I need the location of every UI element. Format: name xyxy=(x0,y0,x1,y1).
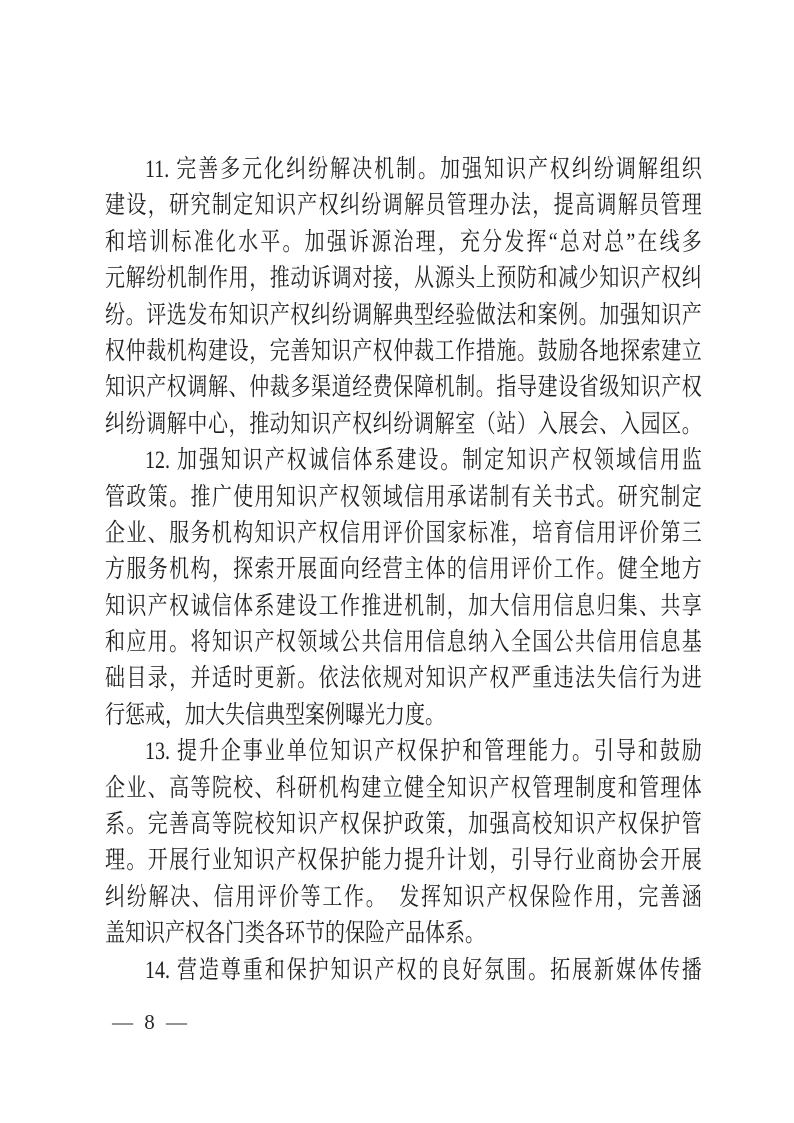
page-footer xyxy=(112,1008,190,1036)
text-line: 系。完善高等院校知识产权保护政策，加强高校知识产权保护管 xyxy=(105,811,702,839)
text-line: 11. 完善多元化纠纷解决机制。加强知识产权纠纷调解组织 xyxy=(145,156,702,183)
text-line: 理。开展行业知识产权保护能力提升计划，引导行业商协会开展 xyxy=(105,847,702,875)
text-line: 纠纷解决、信用评价等工作。 发挥知识产权保险作用，完善涵 xyxy=(105,883,702,911)
document-body xyxy=(105,152,702,989)
text-line: 14. 营造尊重和保护知识产权的良好氛围。拓展新媒体传播 xyxy=(145,956,702,984)
text-line: 企业、高等院校、科研机构建立健全知识产权管理制度和管理体 xyxy=(105,774,702,802)
text-line: 和应用。将知识产权领域公共信用信息纳入全国公共信用信息基 xyxy=(105,629,702,657)
text-line: 行惩戒，加大失信典型案例曝光力度。 xyxy=(105,701,446,729)
text-line: 建设，研究制定知识产权纠纷调解员管理办法，提高调解员管理 xyxy=(105,192,702,220)
text-line: 元解纷机制作用，推动诉调对接，从源头上预防和减少知识产权纠 xyxy=(105,265,702,293)
text-line: 12. 加强知识产权诚信体系建设。制定知识产权领域信用监 xyxy=(145,447,702,475)
text-line: 知识产权诚信体系建设工作推进机制，加大信用信息归集、共享 xyxy=(105,592,702,620)
text-line: 础目录，并适时更新。依法依规对知识产权严重违法失信行为进 xyxy=(105,665,702,693)
page-number: — 8 — xyxy=(112,1010,190,1034)
text-line: 盖知识产权各门类各环节的保险产品体系。 xyxy=(105,920,486,948)
paragraph-11 xyxy=(105,152,702,443)
text-line: 权仲裁机构建设，完善知识产权仲裁工作措施。鼓励各地探索建立 xyxy=(105,337,702,365)
paragraph-13 xyxy=(105,734,702,952)
text-line: 方服务机构，探索开展面向经营主体的信用评价工作。健全地方 xyxy=(105,556,702,584)
text-line: 知识产权调解、仲裁多渠道经费保障机制。指导建设省级知识产权 xyxy=(105,374,702,402)
text-line: 企业、服务机构知识产权信用评价国家标准，培育信用评价第三 xyxy=(105,519,702,547)
text-line: 和培训标准化水平。加强诉源治理，充分发挥“总对总”在线多 xyxy=(105,228,702,256)
text-line: 纷。评选发布知识产权纠纷调解典型经验做法和案例。加强知识产 xyxy=(105,301,702,329)
paragraph-14 xyxy=(105,953,702,989)
paragraph-12 xyxy=(105,443,702,734)
text-line: 13. 提升企事业单位知识产权保护和管理能力。引导和鼓励 xyxy=(145,738,702,766)
text-line: 纠纷调解中心，推动知识产权纠纷调解室（站）入展会、入园区。 xyxy=(105,410,702,438)
text-line: 管政策。推广使用知识产权领域信用承诺制有关书式。研究制定 xyxy=(105,483,702,511)
